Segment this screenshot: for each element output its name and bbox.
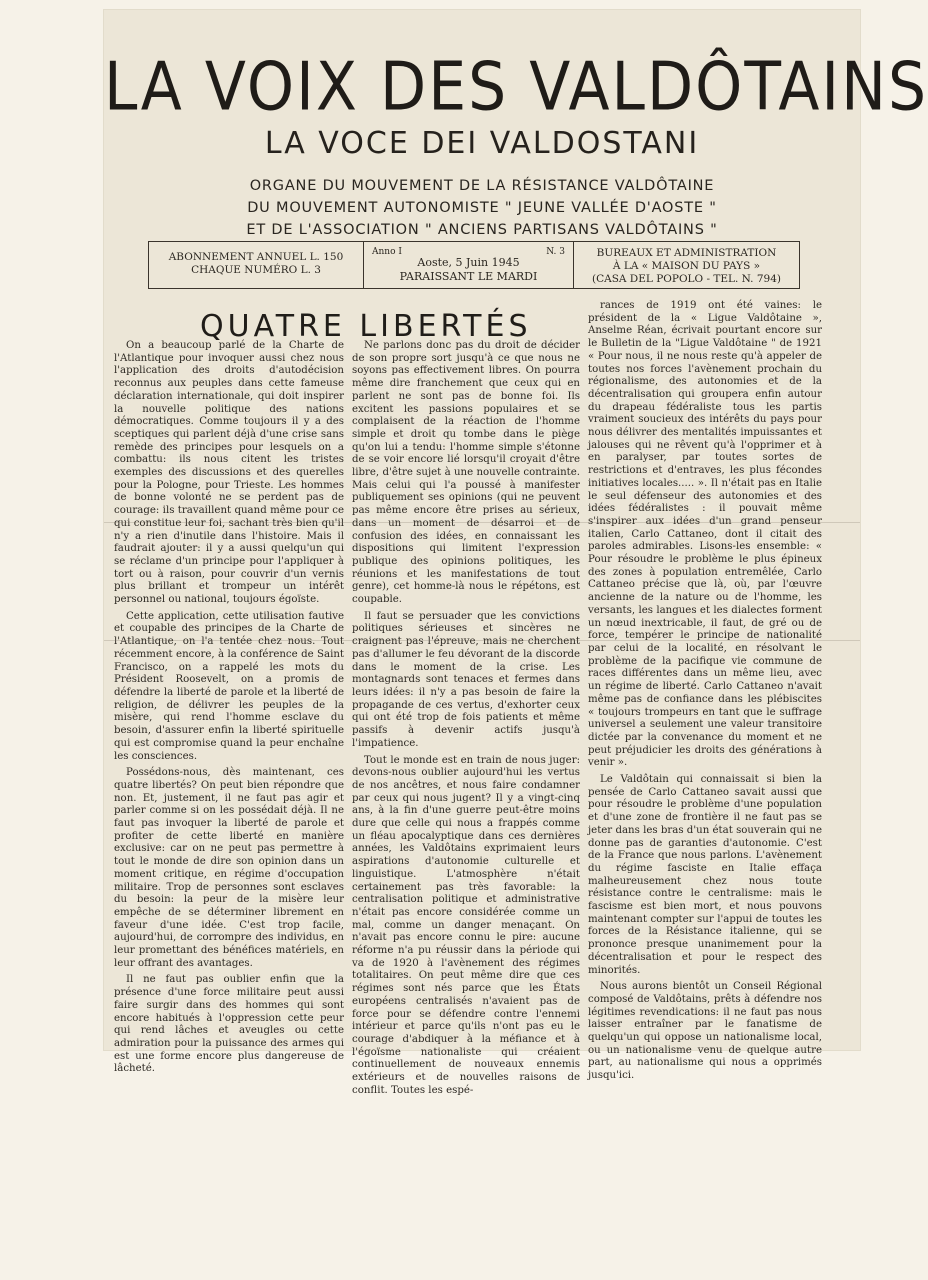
newspaper-page	[104, 10, 928, 1096]
newspaper-title: LA VOIX DES VALDÔTAINS	[104, 48, 928, 127]
issue-year: Anno I	[372, 247, 402, 257]
issue-cell	[364, 242, 574, 288]
paragraph: On a beaucoup parlé de la Charte de l'Atlantique pour invoquer aussi chez nous l'application des droits d'autodécision reconnus aux peuples dans cette fameuse déclaration internationale, qui doit inspirer la nouvelle politique des nations démocratiques. Comme toujours il y a des sceptiques qui parlent déjà d'une crise sans remède des principes pour lesquels on a combattu: ils nous citent les tristes exemples des discussions et des querelles pour la Pologne, pour Trieste. Les hommes de bonne volonté ne se perdent pas de courage: ils travaillent quand même pour ce qui constitue leur foi, sachant très bien qu'il n'y a rien d'inutile dans l'histoire. Mais il faudrait ajouter: il y a aussi quelqu'un qui se réclame d'un principe pour l'appliquer à tort ou à raison, pour couvrir d'un vernis plus brillant et trompeur un intérêt personnel ou national, toujours égoïste.	[114, 340, 344, 606]
paragraph: Tout le monde est en train de nous juger: devons-nous oublier aujourd'hui les vertus de nos ancêtres, et nous faire condamner par ceux qui nous jugent? Il y a vingt-cinq ans, à la fin d'une guerre peut-être moins dure que celle qui nous a frappés comme un fléau apocalyptique dans ces dernières années, les Valdôtains exprimaient leurs aspirations d'autonomie culturelle et linguistique. L'atmosphère n'était certainement pas très favorable: la centralisation politique et administrative n'était pas encore considérée comme un mal, comme un danger menaçant. On n'avait pas encore connu le pire: aucune réforme n'a pu réussir dans la période qui va de 1920 à l'avènement des régimes totalitaires. On peut même dire que ces régimes sont nés parce que les États européens centralisés n'avaient pas de force pour se défendre contre l'ennemi intérieur et parce qu'ils n'ont pas eu le courage d'abdiquer à la méfiance et à l'égoïsme nationaliste qui créaient continuellement de nouveaux ennemis extérieurs et de nouvelles raisons de conflit. Toutes les espé-	[352, 754, 580, 1096]
newspaper-subtitle: LA VOCE DEI VALDOSTANI	[264, 126, 700, 161]
subscription-price: ABONNEMENT ANNUEL L. 150	[168, 251, 344, 263]
organ-line-2: DU MOUVEMENT AUTONOMISTE " JEUNE VALLÉE D'AOSTE "	[247, 200, 717, 216]
office-cell	[574, 242, 799, 288]
paper-fold	[104, 640, 860, 641]
organ-line-1: ORGANE DU MOUVEMENT DE LA RÉSISTANCE VALDÔTAINE	[249, 178, 715, 194]
article-column-3	[588, 300, 822, 1082]
paragraph: Le Valdôtain qui connaissait si bien la pensée de Carlo Cattaneo savait aussi que pour résoudre le problème d'une population et d'une zone de frontière il ne faut pas se jeter dans les bras d'un état souverain qui ne donne pas de garanties d'autonomie. C'est de la France que nous parlons. L'avènement du régime fasciste en Italie effaça malheureusement chez nous toute résistance contre le centralisme: mais le fascisme est bien mort, et nous pouvons maintenant compter sur l'appui de toutes les forces de la Résistance italienne, qui se prononce presque unanimement pour la décentralisation et pour le respect des minorités.	[588, 774, 822, 976]
paragraph: Nous aurons bientôt un Conseil Régional composé de Valdôtains, prêts à défendre nos légitimes revendications: il ne faut pas nous laisser entraîner par le fanatisme de quelqu'un qui oppose un nationalisme local, ou un nationalisme venu de quelque autre part, au nationalisme qui nous a opprimés jusqu'ici.	[588, 981, 822, 1082]
paragraph: Cette application, cette utilisation fautive et coupable des principes de la Charte de l'Atlantique, on l'a tentée chez nous. Tout récemment encore, à la conférence de Saint Francisco, on a rappelé les mots du Président Roosevelt, on a promis de défendre la liberté de parole et la liberté de religion, de délivrer les peuples de la misère, qui rend l'homme esclave du besoin, d'assurer enfin la liberté spirituelle qui est compromise quand la peur enchaîne les consciences.	[114, 610, 344, 762]
issue-number: N. 3	[546, 247, 565, 257]
office-line-2: À LA « MAISON DU PAYS »	[612, 260, 761, 272]
organ-line-3: ET DE L'ASSOCIATION " ANCIENS PARTISANS VALDÔTAINS "	[246, 222, 718, 238]
office-line-3: (CASA DEL POPOLO - TEL. N. 794)	[591, 273, 781, 285]
paper-fold	[104, 522, 860, 523]
paragraph: Il ne faut pas oublier enfin que la présence d'une force militaire peut aussi faire surgir dans des hommes qui sont encore habitués à l'oppression cette peur qui rend lâches et aveugles ou cette admiration pour la puissance des armes qui est une forme encore plus dangereuse de lâcheté.	[114, 974, 344, 1075]
office-line-1: BUREAUX ET ADMINISTRATION	[596, 247, 777, 259]
paragraph: rances de 1919 ont été vaines: le président de la « Ligue Valdôtaine », Anselme Réan, écrivait pourtant encore sur le Bulletin de la "Ligue Valdôtaine " de 1921 « Pour nous, il ne nous reste qu'à appeler de toutes nos forces l'avènement prochain du régionalisme, des autonomies et de la décentralisation qui groupera enfin autour du drapeau fédéraliste tous les partis vraiment soucieux des intérêts du pays pour nous délivrer des mentalités impuissantes et jalouses qui ne rêvent qu'à l'opprimer et à en paralyser, par toutes sortes de restrictions et d'entraves, les plus fécondes initiatives locales..... ». Il n'était pas en Italie le seul défenseur des autonomies et des idées fédéralistes : il pouvait même s'inspirer aux idées d'un grand penseur italien, Carlo Cattaneo, dont il citait des paroles admirables. Lisons-les ensemble: « Pour résoudre le problème le plus épineux des zones à population entremêlée, Carlo Cattaneo précise que là, où, par l'œuvre ancienne de la nature ou de l'homme, les versants, les langues et les dialectes forment un nœud inextricable, il faut, de gré ou de force, tempérer le principe de nationalité par celui de la localité, en résolvant le problème de la pacifique vie commune de races différentes dans un même lieu, avec un régime de liberté. Carlo Cattaneo n'avait même pas de confiance dans les plébiscites « toujours trompeurs en tant que le suffrage universel a seulement une valeur transitoire dictée par la convenance du moment et ne peut préjudicier les droits des générations à venir ».	[588, 300, 822, 769]
article-headline: QUATRE LIBERTÉS	[200, 309, 532, 344]
article-column-1	[114, 340, 344, 1075]
paragraph: Ne parlons donc pas du droit de décider de son propre sort jusqu'à ce que nous ne soyons pas effectivement libres. On pourra même dire franchement que ceux qui en parlent ne sont pas de bonne foi. Ils excitent les passions populaires et se complaisent de la réaction de l'homme simple et droit qu tombe dans le piège qu'on lui a tendu: l'homme simple s'étonne de se voir encore lié lorsqu'il croyait d'être libre, d'être sujet à une nouvelle contrainte. Mais celui qui l'a poussé à manifester publiquement ses opinions (qui ne peuvent pas même encore être prises au sérieux, dans un moment de désarroi et de confusion des idées, en connaissant les dispositions qui limitent l'expression publique des opinions politiques, les réunions et les manifestations de tout genre), cet homme-là nous le répétons, est coupable.	[352, 340, 580, 606]
issue-date: Aoste, 5 Juin 1945	[417, 256, 520, 269]
subscription-cell	[149, 242, 364, 288]
issue-frequency: PARAISSANT LE MARDI	[399, 270, 538, 283]
paragraph: Possédons-nous, dès maintenant, ces quatre libertés? On peut bien répondre que non. Et, justement, il ne faut pas agir et parler comme si on les possédait déjà. Il ne faut pas invoquer la liberté de parole et profiter de cette liberté en manière exclusive: car on ne peut pas permettre à tout le monde de dire son opinion dans un moment critique, en régime d'occupation militaire. Trop de personnes sont esclaves du besoin: la peur de la misère leur empêche de se déterminer librement en faveur d'une idée. C'est trop facile, aujourd'hui, de corrompre des individus, en leur promettant des bénéfices matériels, en leur offrant des avantages.	[114, 767, 344, 969]
single-issue-price: CHAQUE NUMÉRO L. 3	[191, 264, 321, 276]
paragraph: Il faut se persuader que les convictions politiques sérieuses et sincères ne craignent pas l'épreuve, mais ne cherchent pas d'allumer le feu dévorant de la discorde dans le moment de la crise. Les montagnards sont tenaces et fermes dans leurs idées: il n'y a pas besoin de faire la propagande de ces vertus, d'exhorter ceux qui ont été trop de fois patients et même passifs à devenir actifs jusqu'à l'impatience.	[352, 610, 580, 749]
article-column-2	[352, 340, 580, 1096]
info-bar	[148, 241, 800, 289]
